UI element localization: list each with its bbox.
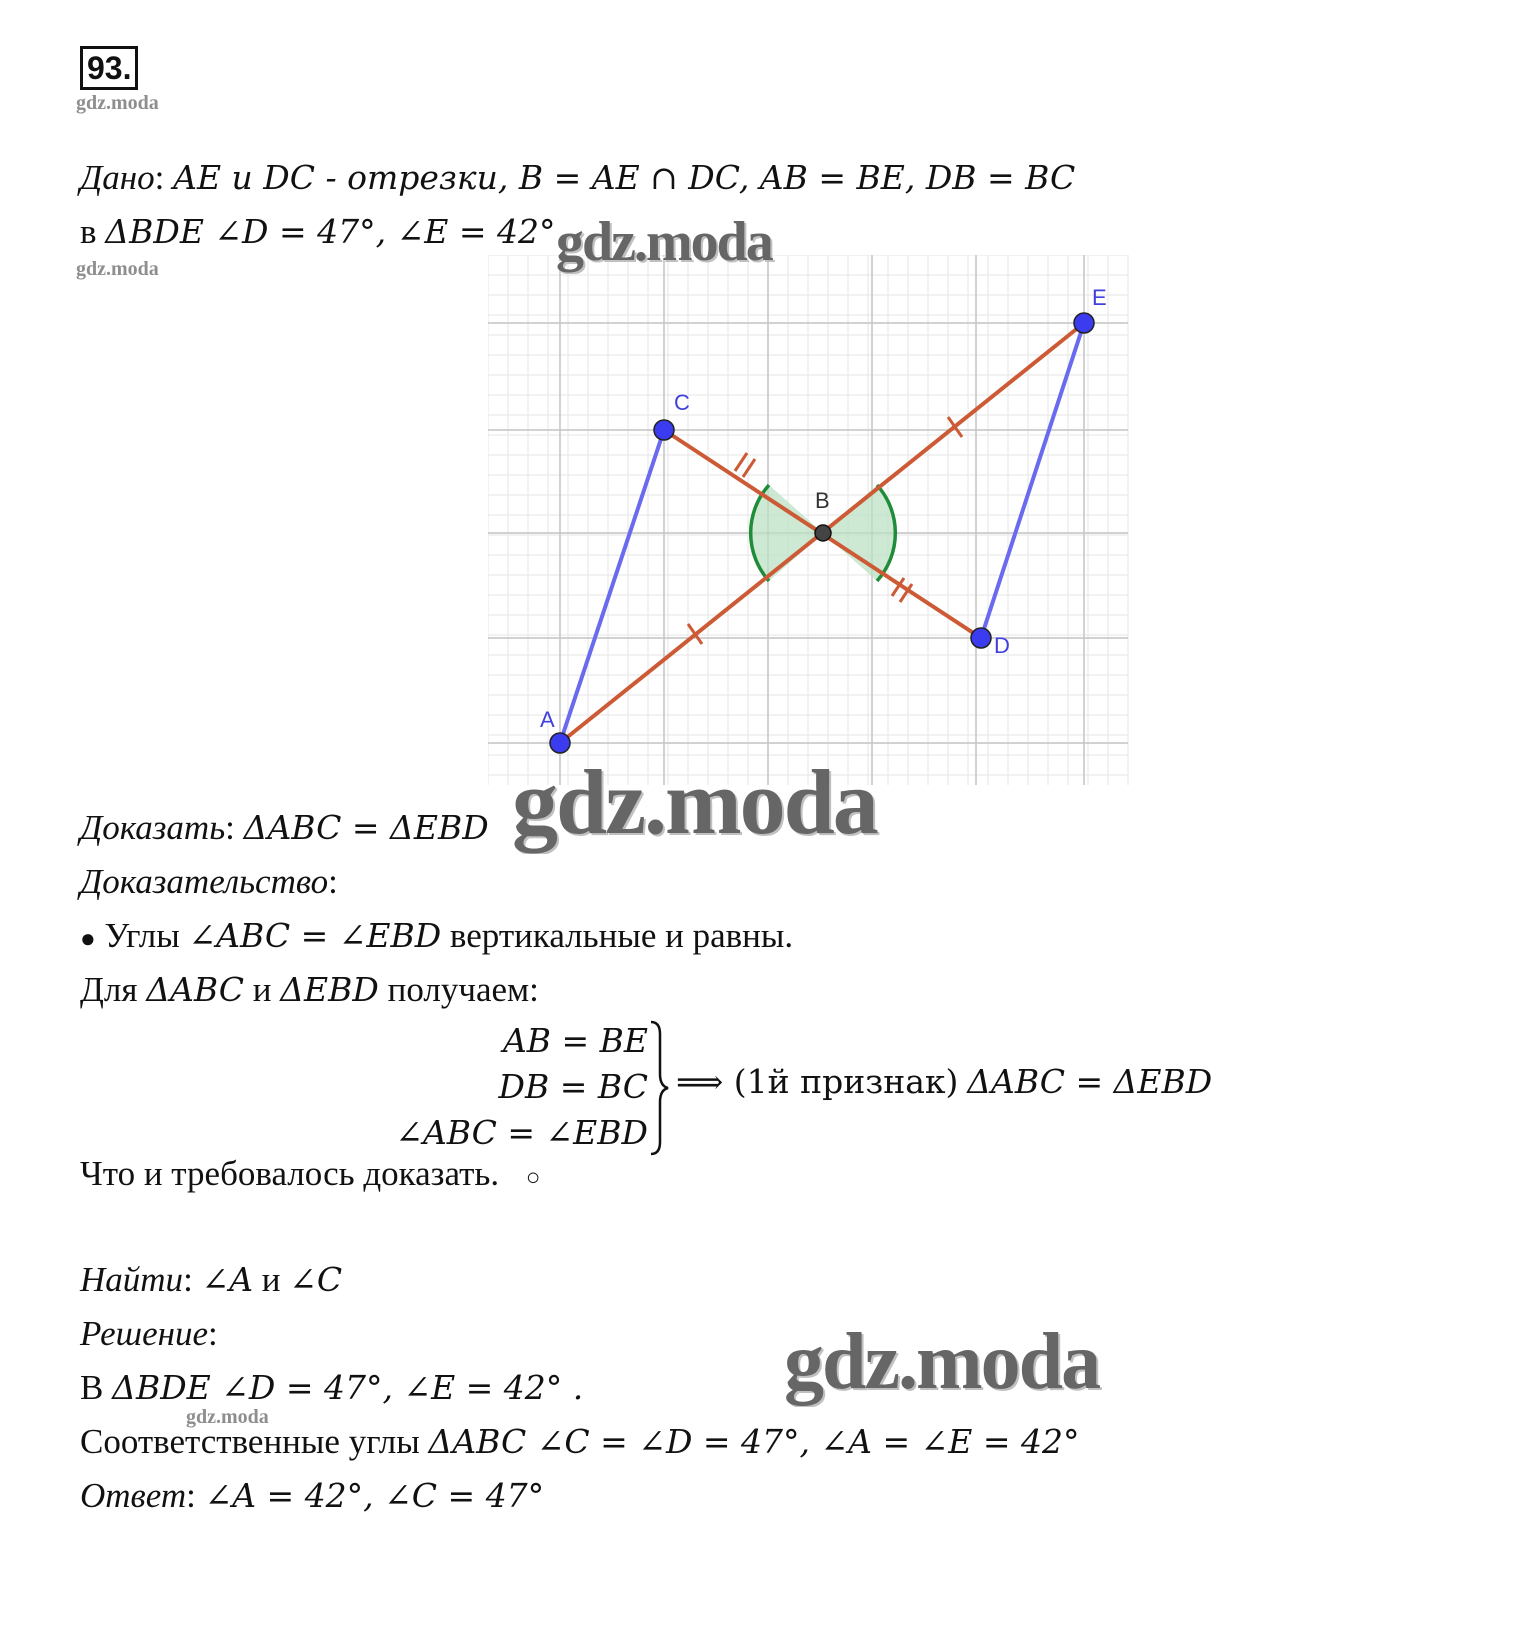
qed-mark: ○ [525,1165,541,1191]
solution-line2-math: ΔABC ∠C = ∠D = 47°, ∠A = ∠E = 42° [428,1422,1080,1461]
proof-line2-b: получаем: [387,970,539,1009]
system-row-3: ∠ABC = ∠EBD [395,1113,648,1152]
equation-system [390,1018,648,1156]
system-row-2: DB = BC [498,1067,648,1106]
tick-cb-2 [743,459,755,477]
implication [676,1062,1212,1102]
proof-line2-math1: ΔABC [146,970,244,1009]
given-math-2: ΔBDE ∠D = 47°, ∠E = 42° [105,212,556,251]
problem-number: 93. [80,46,138,90]
given-line-1 [80,158,1075,198]
system-row-1: AB = BE [502,1021,648,1060]
find-sep: : [183,1260,193,1299]
watermark-large-3: gdz.moda [784,1318,1100,1406]
angle-ebd-fill [823,485,895,581]
given-label: Дано [80,158,155,197]
watermark-small: gdz.moda [76,92,159,114]
label-d: D [994,633,1010,658]
right-brace [648,1020,672,1156]
watermark-large-2: gdz.moda [512,751,877,853]
proof-line2-a: Для [80,970,138,1009]
solution-line1-math: ΔBDE ∠D = 47°, ∠E = 42° . [112,1368,584,1407]
proof-line-2 [80,970,539,1010]
solution-line-1 [80,1368,583,1408]
proof-line-1 [80,916,793,959]
proof-end-text: Что и требовалось доказать. [80,1154,500,1193]
proof-line1-b: вертикальные и равны. [449,916,794,955]
proof-line1-math: ∠ABC = ∠EBD [188,916,442,955]
proof-line2-and: и [252,970,272,1009]
solution-line1-prefix: В [80,1368,104,1407]
solution-line-2 [80,1422,1080,1462]
implies-text: ⟹ (1й признак) [676,1062,959,1101]
proof-end [80,1154,540,1198]
segment-ed [981,323,1084,638]
watermark-small-2: gdz.moda [76,258,159,280]
watermark-large-1: gdz.moda [556,211,772,273]
proof-line1-a: Углы [104,916,180,955]
tick-cb-1 [735,453,747,471]
given-line2-prefix: в [80,212,97,251]
given-line-2 [80,212,555,252]
find-label: Найти [80,1260,184,1299]
point-c [654,420,674,440]
point-e [1074,313,1094,333]
label-c: C [674,390,690,415]
find-and: и [261,1260,281,1299]
prove-label: Доказать [80,808,226,847]
angle-abc-fill [751,485,823,581]
prove-line [80,808,489,848]
proof-label: Доказательство [80,862,329,901]
solution-heading [80,1314,218,1354]
solution-sep: : [208,1314,218,1353]
proof-sep: : [328,862,338,901]
prove-sep: : [225,808,235,847]
prove-math: ΔABC = ΔEBD [243,808,489,847]
point-d [971,628,991,648]
answer-math: ∠A = 42°, ∠C = 47° [204,1476,545,1515]
answer-line [80,1476,544,1516]
point-b [815,525,831,541]
given-math-1: AE и DC - отрезки, B = AE ∩ DC, AB = BE, DB = BC [173,158,1076,197]
solution-label: Решение [80,1314,209,1353]
solution-line2-prefix: Соответственные углы [80,1422,420,1461]
find-math-a: ∠A [201,1260,254,1299]
proof-heading [80,862,338,902]
find-line [80,1260,342,1300]
label-b: B [815,488,830,513]
given-sep: : [154,158,165,197]
find-math-c: ∠C [289,1260,343,1299]
answer-label: Ответ [80,1476,187,1515]
geometry-figure [488,255,1138,795]
implies-result: ΔABC = ΔEBD [967,1062,1213,1101]
label-a: A [540,707,555,732]
proof-line2-math2: ΔEBD [280,970,379,1009]
answer-sep: : [186,1476,196,1515]
watermark-small-3: gdz.moda [186,1406,269,1428]
point-a [550,733,570,753]
label-e: E [1092,285,1107,310]
bullet: ● [80,924,96,953]
